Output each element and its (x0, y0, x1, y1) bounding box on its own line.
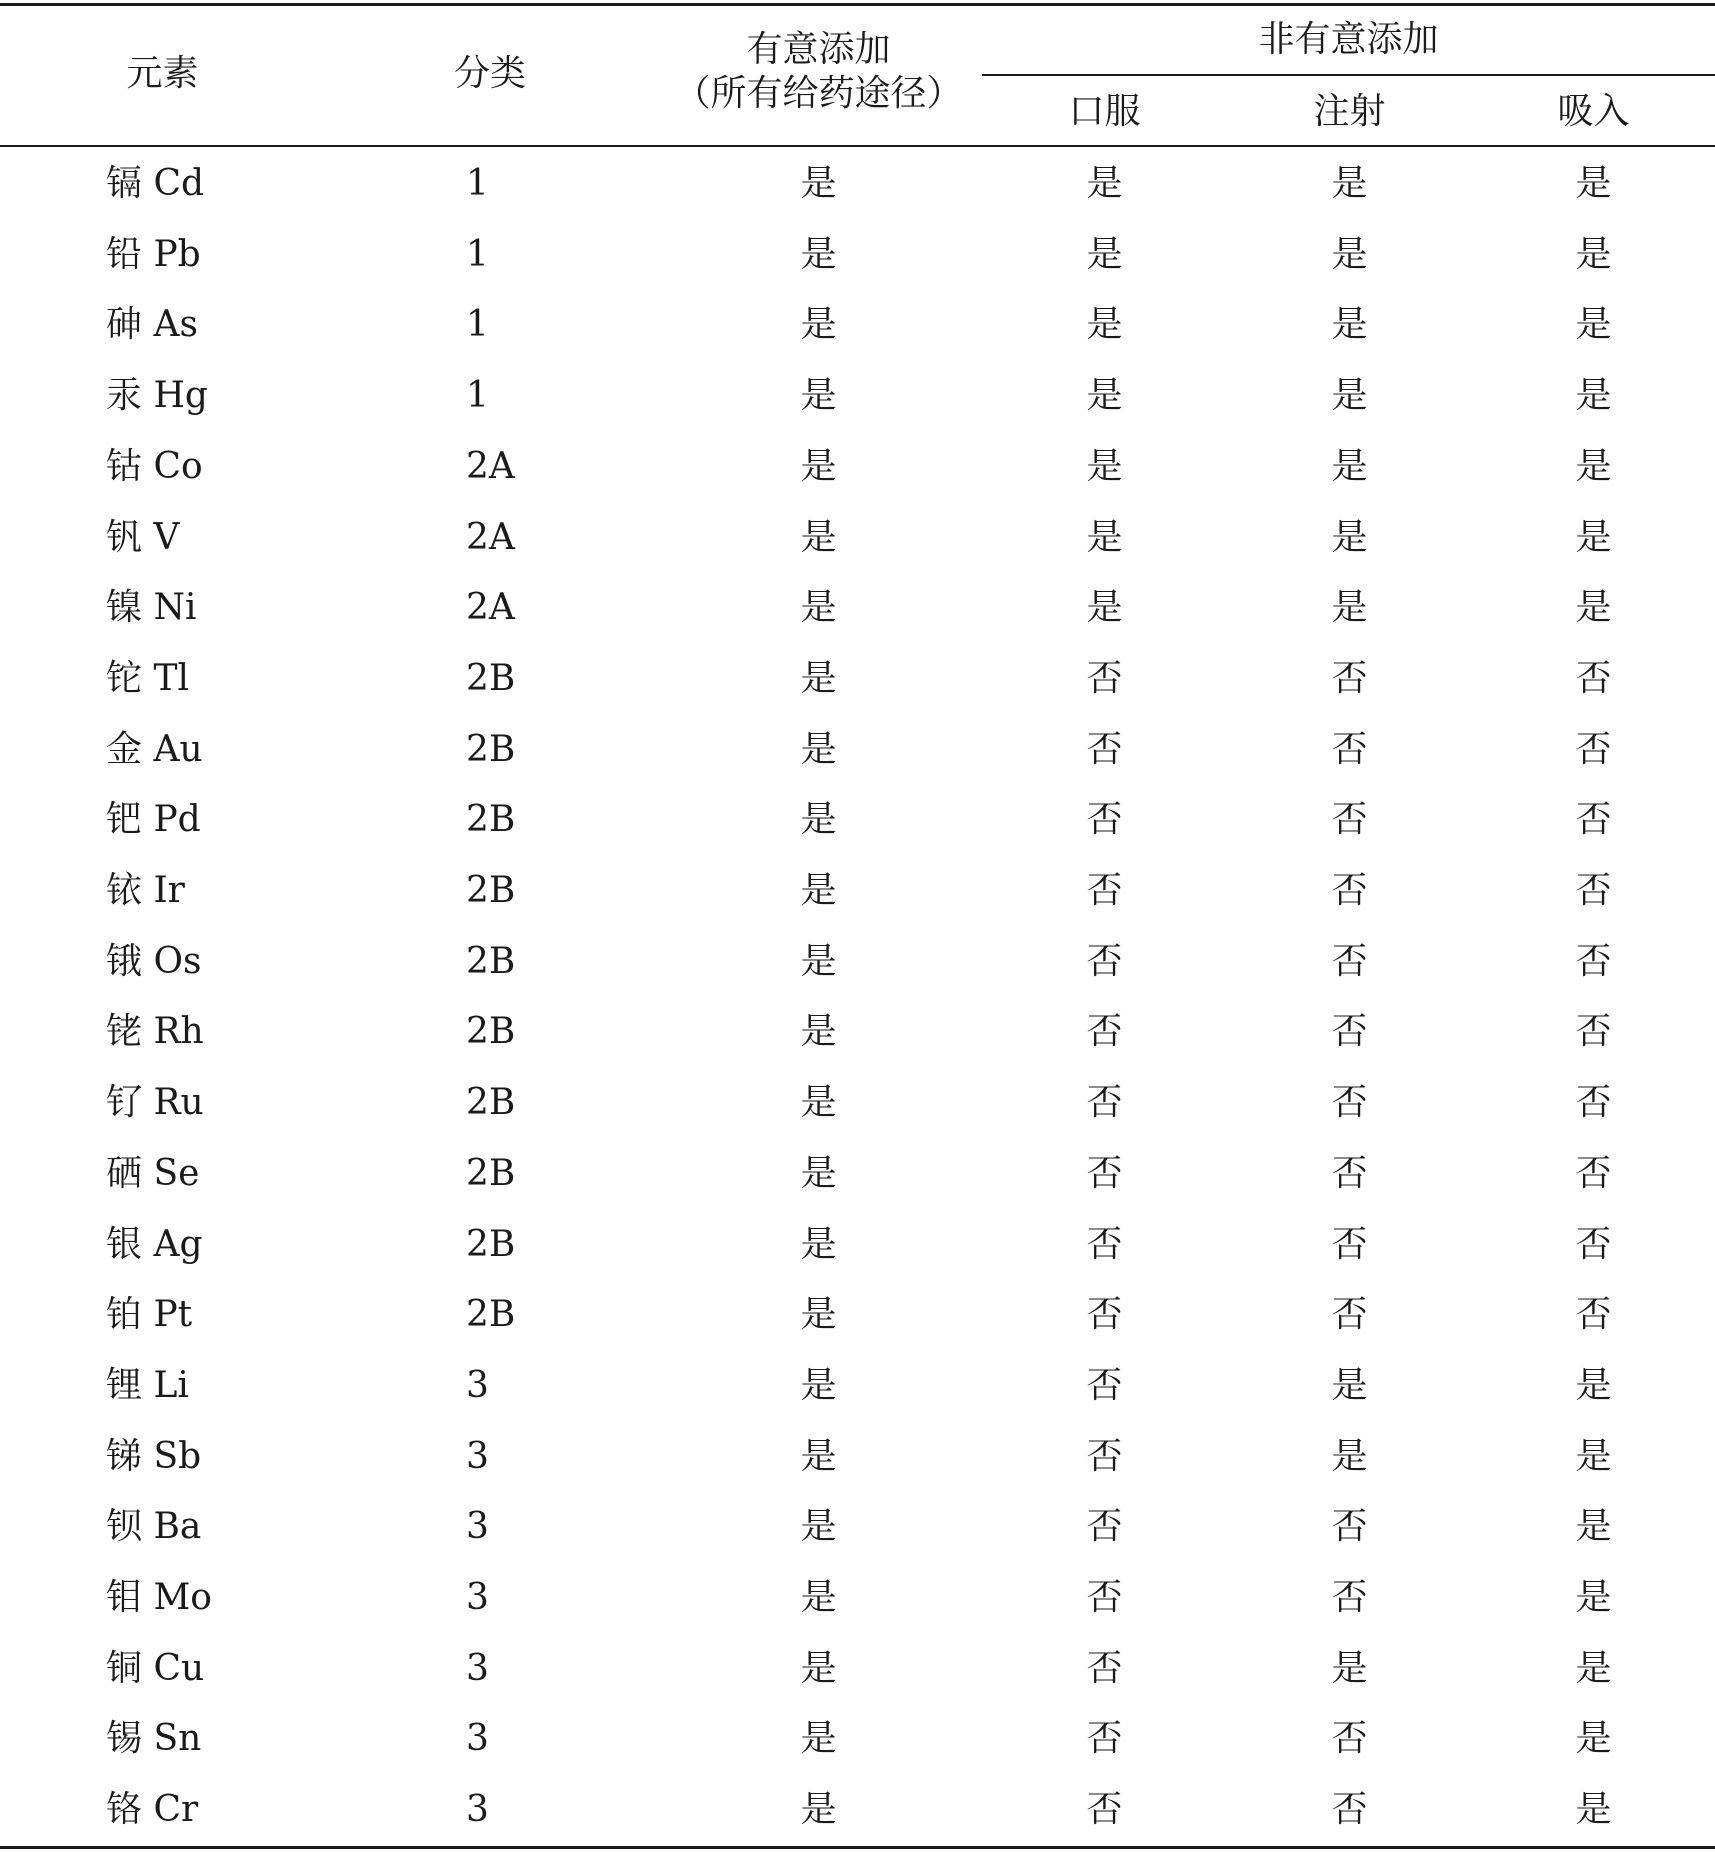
cell-inhalation: 是 (1575, 233, 1612, 275)
cell-class: 2B (466, 799, 516, 841)
cell-class: 3 (466, 1647, 489, 1689)
cell-class: 3 (466, 1577, 489, 1618)
cell-class: 3 (466, 1435, 489, 1477)
header-intentional-line1: 有意添加 (746, 29, 891, 70)
cell-injection: 否 (1331, 1152, 1368, 1194)
cell-inhalation: 是 (1575, 375, 1612, 417)
cell-class: 2B (466, 1294, 516, 1336)
cell-injection: 是 (1331, 445, 1368, 487)
cell-class: 3 (466, 1364, 489, 1406)
cell-injection: 是 (1331, 1647, 1368, 1689)
cell-element: 铱 Ir (106, 870, 185, 911)
cell-oral: 是 (1086, 375, 1123, 417)
cell-injection: 否 (1331, 1223, 1368, 1265)
cell-oral: 是 (1086, 516, 1123, 558)
cell-class: 1 (466, 304, 489, 346)
cell-element: 铬 Cr (106, 1789, 199, 1831)
table-row (0, 1774, 1715, 1845)
cell-inhalation: 是 (1575, 163, 1612, 204)
table-row (0, 431, 1715, 502)
cell-injection: 否 (1331, 1506, 1368, 1548)
cell-oral: 否 (1086, 1506, 1123, 1548)
cell-intentional: 是 (800, 1364, 837, 1406)
cell-inhalation: 是 (1575, 1435, 1612, 1477)
cell-class: 2A (466, 445, 515, 487)
cell-inhalation: 否 (1575, 870, 1612, 911)
cell-oral: 否 (1086, 870, 1123, 911)
cell-intentional: 是 (800, 728, 837, 770)
cell-inhalation: 是 (1575, 1789, 1612, 1831)
table-row (0, 784, 1715, 855)
cell-oral: 否 (1086, 728, 1123, 770)
cell-element: 钌 Ru (106, 1082, 204, 1124)
cell-class: 2B (466, 940, 516, 982)
cell-injection: 是 (1331, 587, 1368, 629)
cell-inhalation: 是 (1575, 1506, 1612, 1548)
cell-element: 铂 Pt (106, 1294, 193, 1336)
cell-inhalation: 否 (1575, 1294, 1612, 1336)
cell-class: 2B (466, 1011, 516, 1053)
table-row (0, 855, 1715, 926)
header-classification: 分类 (453, 53, 526, 94)
cell-oral: 否 (1086, 1435, 1123, 1477)
cell-inhalation: 否 (1575, 1011, 1612, 1053)
cell-injection: 是 (1331, 233, 1368, 275)
cell-inhalation: 是 (1575, 1647, 1612, 1689)
cell-oral: 否 (1086, 1789, 1123, 1831)
table-row (0, 1067, 1715, 1138)
cell-class: 3 (466, 1789, 489, 1831)
cell-element: 钼 Mo (106, 1577, 212, 1618)
table-row (0, 360, 1715, 431)
table-row (0, 1421, 1715, 1492)
cell-oral: 否 (1086, 940, 1123, 982)
cell-element: 汞 Hg (106, 375, 208, 417)
cell-injection: 否 (1331, 728, 1368, 770)
cell-class: 3 (466, 1506, 489, 1548)
cell-injection: 是 (1331, 304, 1368, 346)
cell-intentional: 是 (800, 163, 837, 204)
cell-class: 1 (466, 163, 489, 204)
cell-intentional: 是 (800, 375, 837, 417)
cell-inhalation: 否 (1575, 1152, 1612, 1194)
cell-element: 锑 Sb (106, 1435, 202, 1477)
table-row (0, 714, 1715, 785)
header-inhalation: 吸入 (1557, 91, 1630, 132)
cell-injection: 否 (1331, 1082, 1368, 1124)
cell-intentional: 是 (800, 233, 837, 275)
cell-class: 1 (466, 233, 489, 275)
cell-element: 钯 Pd (106, 799, 201, 841)
table-row (0, 926, 1715, 997)
cell-injection: 是 (1331, 516, 1368, 558)
table-row (0, 572, 1715, 643)
cell-injection: 否 (1331, 799, 1368, 841)
header-sub-rule (982, 74, 1715, 76)
header-injection: 注射 (1313, 91, 1386, 132)
cell-element: 镉 Cd (106, 163, 205, 204)
cell-inhalation: 是 (1575, 587, 1612, 629)
cell-inhalation: 是 (1575, 1364, 1612, 1406)
cell-class: 1 (466, 375, 489, 417)
cell-class: 2A (466, 587, 515, 629)
cell-element: 镍 Ni (106, 587, 197, 629)
cell-oral: 否 (1086, 799, 1123, 841)
cell-class: 2B (466, 870, 516, 911)
cell-class: 2B (466, 1223, 516, 1265)
cell-intentional: 是 (800, 1506, 837, 1548)
cell-injection: 否 (1331, 657, 1368, 699)
table-top-rule (0, 3, 1715, 6)
cell-element: 银 Ag (106, 1223, 203, 1265)
cell-class: 2B (466, 728, 516, 770)
cell-inhalation: 否 (1575, 940, 1612, 982)
cell-inhalation: 是 (1575, 1718, 1612, 1760)
cell-intentional: 是 (800, 1577, 837, 1618)
cell-intentional: 是 (800, 445, 837, 487)
cell-oral: 否 (1086, 1223, 1123, 1265)
cell-injection: 否 (1331, 1789, 1368, 1831)
cell-oral: 是 (1086, 163, 1123, 204)
table-row (0, 289, 1715, 360)
cell-element: 砷 As (106, 304, 198, 346)
cell-element: 锂 Li (106, 1364, 189, 1406)
cell-intentional: 是 (800, 1789, 837, 1831)
cell-element: 钴 Co (106, 445, 203, 487)
table-row (0, 1703, 1715, 1774)
cell-oral: 是 (1086, 233, 1123, 275)
cell-class: 2B (466, 1152, 516, 1194)
table-row (0, 1562, 1715, 1633)
cell-intentional: 是 (800, 657, 837, 699)
cell-class: 3 (466, 1718, 489, 1760)
cell-element: 硒 Se (106, 1152, 200, 1194)
table-row (0, 643, 1715, 714)
table-row (0, 1491, 1715, 1562)
cell-oral: 否 (1086, 1718, 1123, 1760)
cell-element: 铊 Tl (106, 657, 189, 699)
cell-injection: 否 (1331, 1011, 1368, 1053)
cell-intentional: 是 (800, 1082, 837, 1124)
table-row (0, 1350, 1715, 1421)
table-row (0, 996, 1715, 1067)
cell-oral: 否 (1086, 1647, 1123, 1689)
cell-oral: 否 (1086, 1364, 1123, 1406)
table-header-rule (0, 145, 1715, 147)
cell-intentional: 是 (800, 1435, 837, 1477)
table-row (0, 502, 1715, 573)
cell-injection: 否 (1331, 870, 1368, 911)
header-element: 元素 (126, 53, 199, 94)
header-intentional (655, 28, 982, 116)
header-non-intentional: 非有意添加 (1258, 19, 1439, 60)
cell-inhalation: 是 (1575, 516, 1612, 558)
cell-intentional: 是 (800, 1011, 837, 1053)
cell-intentional: 是 (800, 304, 837, 346)
table-row (0, 1279, 1715, 1350)
cell-oral: 否 (1086, 1011, 1123, 1053)
cell-intentional: 是 (800, 1152, 837, 1194)
cell-oral: 否 (1086, 1152, 1123, 1194)
header-oral: 口服 (1068, 91, 1141, 132)
cell-injection: 是 (1331, 1435, 1368, 1477)
table-row (0, 219, 1715, 290)
table-bottom-rule (0, 1846, 1715, 1849)
cell-class: 2B (466, 1082, 516, 1124)
cell-intentional: 是 (800, 940, 837, 982)
table-row (0, 1633, 1715, 1704)
cell-injection: 否 (1331, 1294, 1368, 1336)
cell-intentional: 是 (800, 516, 837, 558)
header-intentional-line2: （所有给药途径） (674, 73, 963, 114)
cell-injection: 是 (1331, 375, 1368, 417)
cell-injection: 否 (1331, 1718, 1368, 1760)
cell-class: 2B (466, 657, 516, 699)
cell-element: 金 Au (106, 728, 203, 770)
table-row (0, 148, 1715, 219)
table-row (0, 1209, 1715, 1280)
cell-injection: 否 (1331, 940, 1368, 982)
cell-oral: 否 (1086, 657, 1123, 699)
cell-oral: 是 (1086, 304, 1123, 346)
cell-intentional: 是 (800, 1223, 837, 1265)
cell-inhalation: 是 (1575, 304, 1612, 346)
cell-element: 钒 V (106, 516, 180, 558)
cell-oral: 否 (1086, 1294, 1123, 1336)
cell-element: 锡 Sn (106, 1718, 202, 1760)
cell-oral: 否 (1086, 1082, 1123, 1124)
cell-inhalation: 否 (1575, 1082, 1612, 1124)
cell-element: 铜 Cu (106, 1647, 205, 1689)
cell-oral: 是 (1086, 587, 1123, 629)
cell-intentional: 是 (800, 799, 837, 841)
cell-intentional: 是 (800, 1647, 837, 1689)
cell-injection: 否 (1331, 1577, 1368, 1618)
table-row (0, 1138, 1715, 1209)
cell-class: 2A (466, 516, 515, 558)
cell-injection: 是 (1331, 1364, 1368, 1406)
cell-inhalation: 是 (1575, 1577, 1612, 1618)
cell-element: 铑 Rh (106, 1011, 204, 1053)
cell-injection: 是 (1331, 163, 1368, 204)
cell-element: 钡 Ba (106, 1506, 202, 1548)
cell-inhalation: 否 (1575, 799, 1612, 841)
cell-element: 铅 Pb (106, 233, 201, 275)
cell-oral: 是 (1086, 445, 1123, 487)
cell-inhalation: 是 (1575, 445, 1612, 487)
cell-inhalation: 否 (1575, 657, 1612, 699)
cell-inhalation: 否 (1575, 728, 1612, 770)
cell-oral: 否 (1086, 1577, 1123, 1618)
cell-intentional: 是 (800, 870, 837, 911)
cell-intentional: 是 (800, 587, 837, 629)
cell-intentional: 是 (800, 1718, 837, 1760)
cell-element: 锇 Os (106, 940, 202, 982)
cell-inhalation: 否 (1575, 1223, 1612, 1265)
cell-intentional: 是 (800, 1294, 837, 1336)
